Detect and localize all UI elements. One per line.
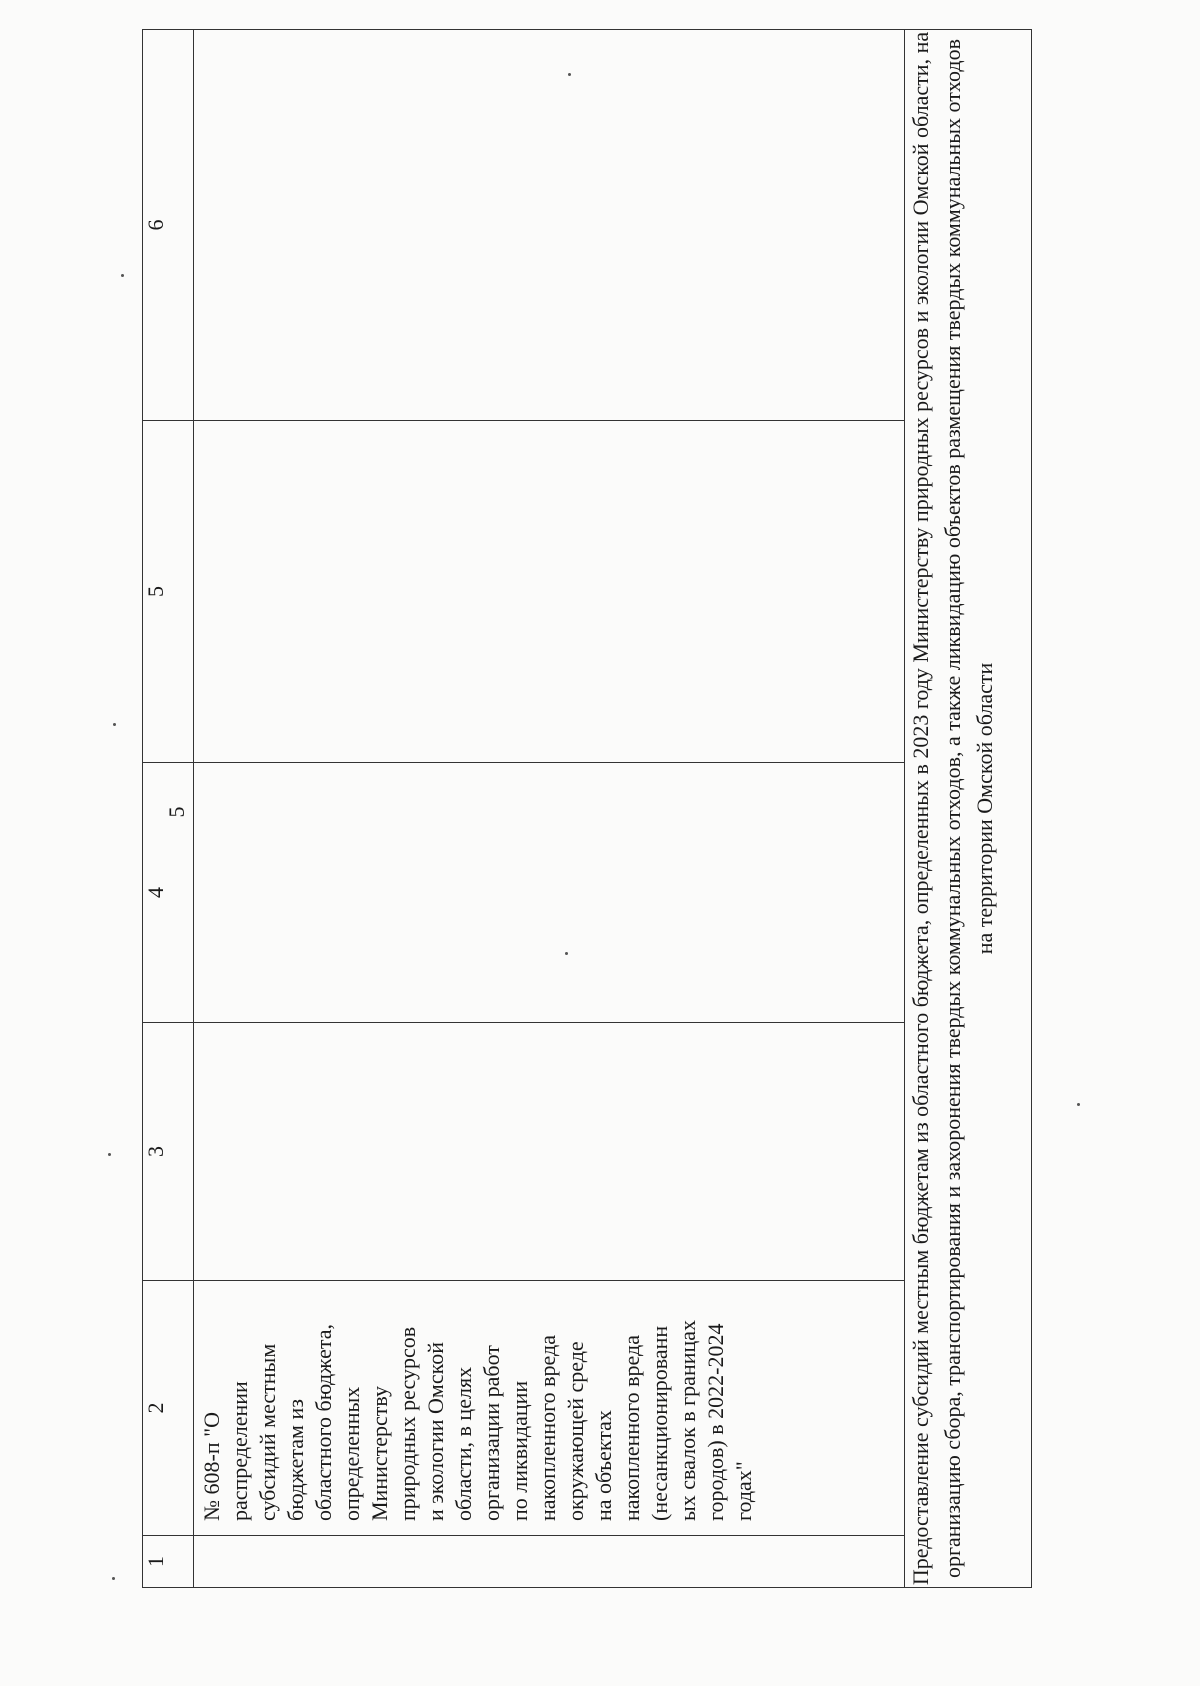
scan-speck — [113, 723, 116, 726]
scan-speck — [121, 274, 124, 277]
cell-col1 — [194, 1536, 905, 1588]
scan-speck — [565, 952, 568, 955]
scan-speck — [1077, 1103, 1080, 1106]
header-cell-5: 5 — [143, 421, 194, 763]
rotated-table-wrapper — [142, 30, 1030, 1588]
header-cell-6: 6 — [143, 30, 194, 421]
cell-col4 — [194, 763, 905, 1023]
cell-col2 — [194, 1281, 905, 1536]
cell-col3 — [194, 1023, 905, 1281]
header-cell-4: 4 — [143, 763, 194, 1023]
subsidy-description-cell: Предоставление субсидий местным бюджетам из областного бюджета, определенных в 2023 году Министерству природных ресурсов и экологии Омской области, на организацию сбора, транспортирования и захоронения твердых коммунальных отходов, а также ликвидацию объектов размещения твердых коммунальных отходов на территории Омской области — [905, 30, 1032, 1588]
table-header-row — [143, 30, 194, 1588]
document-table — [142, 29, 1032, 1588]
table-footer-row — [905, 30, 1032, 1588]
scan-speck — [108, 1153, 111, 1156]
page-number: 5 — [164, 806, 189, 818]
cell-col5 — [194, 421, 905, 763]
header-cell-3: 3 — [143, 1023, 194, 1281]
scan-speck — [112, 1577, 115, 1580]
header-cell-1: 1 — [143, 1536, 194, 1588]
table-row — [194, 30, 905, 1588]
cell-col6 — [194, 30, 905, 421]
document-reference-text: № 608-п "О распределении субсидий местным бюджетам из областного бюджета, определенных Министерству природных ресурсов и экологии Омской области, в целях организации работ по ликвидации накопленного вреда окружающей среде на объектах накопленного вреда (несанкционированн ых свалок в границах городов) в 2022-2024 годах" — [199, 1319, 756, 1521]
scan-speck — [568, 73, 571, 76]
header-cell-2: 2 — [143, 1281, 194, 1536]
